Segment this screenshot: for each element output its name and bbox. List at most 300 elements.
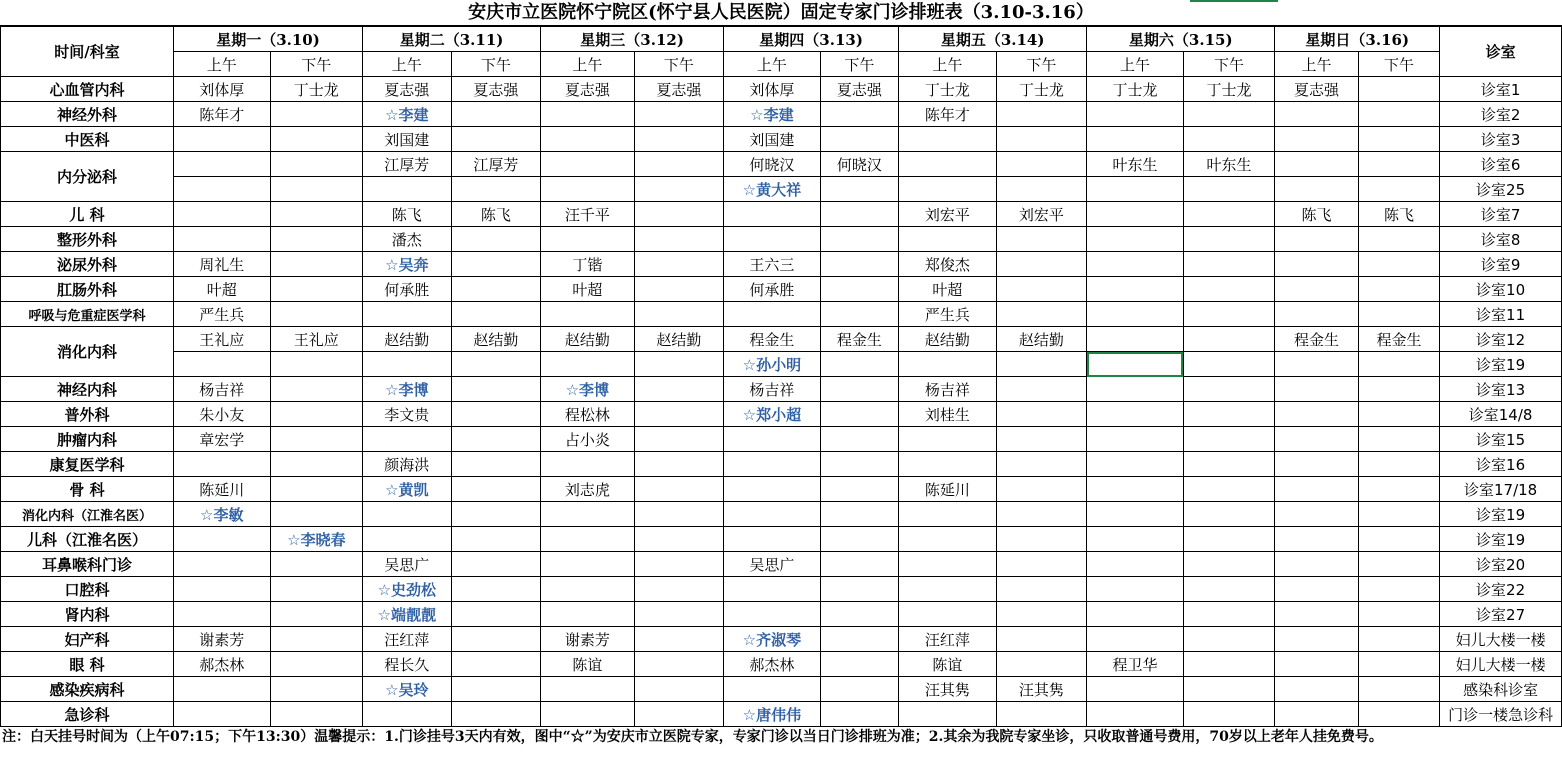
- doctor-cell[interactable]: [996, 377, 1087, 402]
- doctor-cell[interactable]: [270, 302, 363, 327]
- doctor-cell[interactable]: [899, 702, 997, 727]
- doctor-cell[interactable]: 夏志强: [451, 77, 541, 102]
- doctor-cell[interactable]: 郝杰林: [724, 652, 821, 677]
- doctor-cell[interactable]: 汪千平: [541, 202, 635, 227]
- doctor-cell[interactable]: 王六三: [724, 252, 821, 277]
- doctor-cell[interactable]: [541, 527, 635, 552]
- doctor-cell[interactable]: [724, 452, 821, 477]
- doctor-cell[interactable]: [1275, 277, 1358, 302]
- doctor-cell[interactable]: [270, 277, 363, 302]
- department-cell[interactable]: 消化内科: [1, 327, 174, 377]
- doctor-cell[interactable]: [1275, 502, 1358, 527]
- department-cell[interactable]: 骨 科: [1, 477, 174, 502]
- doctor-cell[interactable]: 程金生: [724, 327, 821, 352]
- doctor-cell[interactable]: [173, 702, 270, 727]
- doctor-cell[interactable]: 吴思广: [724, 552, 821, 577]
- room-cell[interactable]: 诊室12: [1440, 327, 1562, 352]
- doctor-cell[interactable]: 程松林: [541, 402, 635, 427]
- department-cell[interactable]: 中医科: [1, 127, 174, 152]
- doctor-cell[interactable]: [1358, 477, 1439, 502]
- doctor-cell[interactable]: [1183, 527, 1275, 552]
- doctor-cell[interactable]: 杨吉祥: [724, 377, 821, 402]
- room-cell[interactable]: 诊室16: [1440, 452, 1562, 477]
- doctor-cell[interactable]: [820, 552, 898, 577]
- doctor-cell[interactable]: 汪其隽: [899, 677, 997, 702]
- doctor-cell[interactable]: 汪其隽: [996, 677, 1087, 702]
- doctor-cell[interactable]: [634, 102, 724, 127]
- doctor-cell[interactable]: 叶超: [899, 277, 997, 302]
- doctor-cell[interactable]: [1275, 127, 1358, 152]
- department-cell[interactable]: 妇产科: [1, 627, 174, 652]
- doctor-cell[interactable]: [1275, 627, 1358, 652]
- doctor-cell[interactable]: 陈年才: [173, 102, 270, 127]
- doctor-cell[interactable]: [363, 302, 452, 327]
- doctor-cell[interactable]: [1275, 102, 1358, 127]
- doctor-cell[interactable]: [996, 427, 1087, 452]
- doctor-cell[interactable]: 赵结勤: [634, 327, 724, 352]
- doctor-cell[interactable]: [820, 477, 898, 502]
- doctor-cell[interactable]: [363, 177, 452, 202]
- doctor-cell[interactable]: [1358, 227, 1439, 252]
- doctor-cell[interactable]: 丁士龙: [1183, 77, 1275, 102]
- doctor-cell[interactable]: [996, 502, 1087, 527]
- doctor-cell[interactable]: [451, 602, 541, 627]
- doctor-cell[interactable]: [820, 252, 898, 277]
- doctor-cell[interactable]: [724, 702, 821, 727]
- doctor-cell[interactable]: 王礼应: [173, 327, 270, 352]
- doctor-cell[interactable]: [996, 127, 1087, 152]
- doctor-cell[interactable]: [1183, 602, 1275, 627]
- doctor-cell[interactable]: 占小炎: [541, 427, 635, 452]
- doctor-cell[interactable]: [363, 527, 452, 552]
- doctor-cell[interactable]: [1358, 602, 1439, 627]
- doctor-cell[interactable]: [541, 677, 635, 702]
- doctor-cell[interactable]: [173, 202, 270, 227]
- doctor-cell[interactable]: [541, 127, 635, 152]
- room-cell[interactable]: 诊室10: [1440, 277, 1562, 302]
- doctor-cell[interactable]: 杨吉祥: [899, 377, 997, 402]
- doctor-cell[interactable]: [451, 227, 541, 252]
- doctor-cell[interactable]: 程金生: [820, 327, 898, 352]
- doctor-cell[interactable]: [1087, 177, 1184, 202]
- doctor-cell[interactable]: [1358, 102, 1439, 127]
- doctor-cell[interactable]: 刘国建: [363, 127, 452, 152]
- doctor-cell[interactable]: [724, 627, 821, 652]
- room-cell[interactable]: 诊室22: [1440, 577, 1562, 602]
- room-cell[interactable]: 诊室19: [1440, 352, 1562, 377]
- doctor-cell[interactable]: [1183, 352, 1275, 377]
- doctor-cell[interactable]: 谢素芳: [541, 627, 635, 652]
- doctor-cell[interactable]: [1275, 402, 1358, 427]
- doctor-cell[interactable]: 江厚芳: [363, 152, 452, 177]
- doctor-cell[interactable]: [451, 352, 541, 377]
- doctor-cell[interactable]: 何晓汉: [724, 152, 821, 177]
- doctor-cell[interactable]: [724, 177, 821, 202]
- doctor-cell[interactable]: [1183, 427, 1275, 452]
- doctor-cell[interactable]: [724, 227, 821, 252]
- doctor-cell[interactable]: [634, 402, 724, 427]
- doctor-cell[interactable]: [996, 402, 1087, 427]
- department-cell[interactable]: 内分泌科: [1, 152, 174, 202]
- doctor-cell[interactable]: [996, 302, 1087, 327]
- doctor-cell[interactable]: [1183, 177, 1275, 202]
- room-cell[interactable]: 诊室14/8: [1440, 402, 1562, 427]
- doctor-cell[interactable]: [1183, 502, 1275, 527]
- doctor-cell[interactable]: [1275, 477, 1358, 502]
- room-cell[interactable]: 诊室9: [1440, 252, 1562, 277]
- doctor-cell[interactable]: 刘志虎: [541, 477, 635, 502]
- doctor-cell[interactable]: [1358, 77, 1439, 102]
- doctor-cell[interactable]: [899, 552, 997, 577]
- doctor-cell[interactable]: [996, 577, 1087, 602]
- doctor-cell[interactable]: [173, 152, 270, 177]
- doctor-cell[interactable]: [820, 352, 898, 377]
- doctor-cell[interactable]: 刘体厚: [724, 77, 821, 102]
- doctor-cell[interactable]: [899, 577, 997, 602]
- doctor-cell[interactable]: [1275, 652, 1358, 677]
- doctor-cell[interactable]: [1358, 677, 1439, 702]
- doctor-cell[interactable]: 严生兵: [173, 302, 270, 327]
- doctor-cell[interactable]: [541, 102, 635, 127]
- doctor-cell[interactable]: [724, 427, 821, 452]
- doctor-cell[interactable]: [1087, 302, 1184, 327]
- doctor-cell[interactable]: [820, 677, 898, 702]
- doctor-cell[interactable]: [1087, 127, 1184, 152]
- doctor-cell[interactable]: [634, 627, 724, 652]
- doctor-cell[interactable]: [899, 127, 997, 152]
- doctor-cell[interactable]: [634, 277, 724, 302]
- doctor-cell[interactable]: 叶超: [173, 277, 270, 302]
- doctor-cell[interactable]: [634, 527, 724, 552]
- doctor-cell[interactable]: [451, 252, 541, 277]
- room-cell[interactable]: 诊室11: [1440, 302, 1562, 327]
- doctor-cell[interactable]: [724, 202, 821, 227]
- doctor-cell[interactable]: [820, 702, 898, 727]
- doctor-cell[interactable]: [173, 602, 270, 627]
- doctor-cell[interactable]: [541, 227, 635, 252]
- doctor-cell[interactable]: [1275, 427, 1358, 452]
- room-cell[interactable]: 妇儿大楼一楼: [1440, 627, 1562, 652]
- doctor-cell[interactable]: 颜海洪: [363, 452, 452, 477]
- doctor-cell[interactable]: [173, 502, 270, 527]
- doctor-cell[interactable]: 程金生: [1358, 327, 1439, 352]
- doctor-cell[interactable]: [899, 177, 997, 202]
- doctor-cell[interactable]: [1183, 327, 1275, 352]
- doctor-cell[interactable]: [270, 677, 363, 702]
- doctor-cell[interactable]: [1087, 627, 1184, 652]
- doctor-cell[interactable]: [270, 452, 363, 477]
- doctor-cell[interactable]: [634, 452, 724, 477]
- doctor-cell[interactable]: [1358, 277, 1439, 302]
- doctor-cell[interactable]: 江厚芳: [451, 152, 541, 177]
- doctor-cell[interactable]: [1358, 127, 1439, 152]
- doctor-cell[interactable]: [270, 427, 363, 452]
- room-cell[interactable]: 妇儿大楼一楼: [1440, 652, 1562, 677]
- department-cell[interactable]: 耳鼻喉科门诊: [1, 552, 174, 577]
- doctor-cell[interactable]: [1087, 502, 1184, 527]
- room-cell[interactable]: 诊室6: [1440, 152, 1562, 177]
- doctor-cell[interactable]: [451, 502, 541, 527]
- doctor-cell[interactable]: [820, 377, 898, 402]
- doctor-cell[interactable]: [1358, 402, 1439, 427]
- doctor-cell[interactable]: [634, 652, 724, 677]
- doctor-cell[interactable]: 郑俊杰: [899, 252, 997, 277]
- doctor-cell[interactable]: [1275, 452, 1358, 477]
- doctor-cell[interactable]: 赵结勤: [541, 327, 635, 352]
- doctor-cell[interactable]: [899, 427, 997, 452]
- doctor-cell[interactable]: [1087, 352, 1184, 377]
- department-cell[interactable]: 呼吸与危重症医学科: [1, 302, 174, 327]
- doctor-cell[interactable]: [363, 352, 452, 377]
- doctor-cell[interactable]: [541, 452, 635, 477]
- doctor-cell[interactable]: [1358, 302, 1439, 327]
- doctor-cell[interactable]: [1183, 202, 1275, 227]
- doctor-cell[interactable]: [173, 127, 270, 152]
- doctor-cell[interactable]: [1087, 677, 1184, 702]
- doctor-cell[interactable]: 何承胜: [724, 277, 821, 302]
- doctor-cell[interactable]: 丁士龙: [1087, 77, 1184, 102]
- doctor-cell[interactable]: [1275, 527, 1358, 552]
- doctor-cell[interactable]: [634, 502, 724, 527]
- doctor-cell[interactable]: [634, 227, 724, 252]
- doctor-cell[interactable]: [820, 527, 898, 552]
- room-cell[interactable]: 诊室3: [1440, 127, 1562, 152]
- doctor-cell[interactable]: [1183, 627, 1275, 652]
- doctor-cell[interactable]: [451, 552, 541, 577]
- doctor-cell[interactable]: [1358, 702, 1439, 727]
- doctor-cell[interactable]: [1087, 702, 1184, 727]
- doctor-cell[interactable]: [899, 352, 997, 377]
- doctor-cell[interactable]: [820, 427, 898, 452]
- doctor-cell[interactable]: 陈飞: [1358, 202, 1439, 227]
- room-cell[interactable]: 诊室7: [1440, 202, 1562, 227]
- doctor-cell[interactable]: [820, 602, 898, 627]
- doctor-cell[interactable]: [173, 527, 270, 552]
- doctor-cell[interactable]: [634, 252, 724, 277]
- department-cell[interactable]: 心血管内科: [1, 77, 174, 102]
- room-cell[interactable]: 诊室2: [1440, 102, 1562, 127]
- doctor-cell[interactable]: [451, 527, 541, 552]
- room-cell[interactable]: 诊室19: [1440, 502, 1562, 527]
- doctor-cell[interactable]: 赵结勤: [996, 327, 1087, 352]
- doctor-cell[interactable]: [1358, 452, 1439, 477]
- doctor-cell[interactable]: 夏志强: [541, 77, 635, 102]
- room-cell[interactable]: 诊室1: [1440, 77, 1562, 102]
- doctor-cell[interactable]: [996, 452, 1087, 477]
- doctor-cell[interactable]: 赵结勤: [363, 327, 452, 352]
- doctor-cell[interactable]: [724, 677, 821, 702]
- doctor-cell[interactable]: [1275, 252, 1358, 277]
- doctor-cell[interactable]: [541, 502, 635, 527]
- doctor-cell[interactable]: [899, 152, 997, 177]
- department-cell[interactable]: 神经外科: [1, 102, 174, 127]
- department-cell[interactable]: 口腔科: [1, 577, 174, 602]
- doctor-cell[interactable]: 汪红萍: [899, 627, 997, 652]
- doctor-cell[interactable]: 章宏学: [173, 427, 270, 452]
- doctor-cell[interactable]: 杨吉祥: [173, 377, 270, 402]
- doctor-cell[interactable]: [996, 627, 1087, 652]
- doctor-cell[interactable]: 陈飞: [1275, 202, 1358, 227]
- department-cell[interactable]: 整形外科: [1, 227, 174, 252]
- doctor-cell[interactable]: [1087, 327, 1184, 352]
- doctor-cell[interactable]: [820, 227, 898, 252]
- doctor-cell[interactable]: [899, 527, 997, 552]
- doctor-cell[interactable]: [820, 177, 898, 202]
- doctor-cell[interactable]: [996, 352, 1087, 377]
- doctor-cell[interactable]: [996, 252, 1087, 277]
- doctor-cell[interactable]: [451, 477, 541, 502]
- doctor-cell[interactable]: [451, 652, 541, 677]
- doctor-cell[interactable]: [1358, 502, 1439, 527]
- doctor-cell[interactable]: [634, 302, 724, 327]
- doctor-cell[interactable]: [270, 177, 363, 202]
- room-cell[interactable]: 诊室27: [1440, 602, 1562, 627]
- doctor-cell[interactable]: 吴思广: [363, 552, 452, 577]
- doctor-cell[interactable]: [1183, 127, 1275, 152]
- doctor-cell[interactable]: 丁士龙: [996, 77, 1087, 102]
- doctor-cell[interactable]: [820, 652, 898, 677]
- doctor-cell[interactable]: [1275, 302, 1358, 327]
- doctor-cell[interactable]: [451, 677, 541, 702]
- doctor-cell[interactable]: [173, 577, 270, 602]
- doctor-cell[interactable]: [1087, 552, 1184, 577]
- department-cell[interactable]: 神经内科: [1, 377, 174, 402]
- doctor-cell[interactable]: [451, 277, 541, 302]
- doctor-cell[interactable]: 叶东生: [1183, 152, 1275, 177]
- doctor-cell[interactable]: [724, 477, 821, 502]
- doctor-cell[interactable]: [1183, 677, 1275, 702]
- doctor-cell[interactable]: [634, 602, 724, 627]
- room-cell[interactable]: 诊室19: [1440, 527, 1562, 552]
- doctor-cell[interactable]: [1275, 602, 1358, 627]
- doctor-cell[interactable]: [1087, 452, 1184, 477]
- doctor-cell[interactable]: [451, 577, 541, 602]
- doctor-cell[interactable]: [1358, 552, 1439, 577]
- doctor-cell[interactable]: [1087, 427, 1184, 452]
- doctor-cell[interactable]: [1183, 577, 1275, 602]
- doctor-cell[interactable]: [270, 652, 363, 677]
- doctor-cell[interactable]: [996, 477, 1087, 502]
- department-cell[interactable]: 感染疾病科: [1, 677, 174, 702]
- doctor-cell[interactable]: [634, 152, 724, 177]
- doctor-cell[interactable]: [996, 552, 1087, 577]
- doctor-cell[interactable]: 陈谊: [541, 652, 635, 677]
- doctor-cell[interactable]: 赵结勤: [899, 327, 997, 352]
- doctor-cell[interactable]: [996, 652, 1087, 677]
- doctor-cell[interactable]: [634, 352, 724, 377]
- doctor-cell[interactable]: [270, 152, 363, 177]
- doctor-cell[interactable]: [996, 277, 1087, 302]
- doctor-cell[interactable]: [270, 552, 363, 577]
- doctor-cell[interactable]: [1183, 302, 1275, 327]
- doctor-cell[interactable]: 周礼生: [173, 252, 270, 277]
- doctor-cell[interactable]: [541, 577, 635, 602]
- doctor-cell[interactable]: [1358, 252, 1439, 277]
- doctor-cell[interactable]: 陈飞: [451, 202, 541, 227]
- doctor-cell[interactable]: 丁士龙: [270, 77, 363, 102]
- doctor-cell[interactable]: [1087, 402, 1184, 427]
- doctor-cell[interactable]: 丁锴: [541, 252, 635, 277]
- doctor-cell[interactable]: [634, 552, 724, 577]
- doctor-cell[interactable]: [724, 502, 821, 527]
- doctor-cell[interactable]: [270, 102, 363, 127]
- room-cell[interactable]: 门诊一楼急诊科: [1440, 702, 1562, 727]
- doctor-cell[interactable]: [820, 577, 898, 602]
- doctor-cell[interactable]: [270, 377, 363, 402]
- department-cell[interactable]: 眼 科: [1, 652, 174, 677]
- doctor-cell[interactable]: [541, 152, 635, 177]
- doctor-cell[interactable]: 潘杰: [363, 227, 452, 252]
- doctor-cell[interactable]: [1358, 577, 1439, 602]
- doctor-cell[interactable]: [1275, 177, 1358, 202]
- department-cell[interactable]: 消化内科（江淮名医）: [1, 502, 174, 527]
- doctor-cell[interactable]: [899, 502, 997, 527]
- doctor-cell[interactable]: [270, 602, 363, 627]
- doctor-cell[interactable]: [363, 252, 452, 277]
- doctor-cell[interactable]: [1183, 652, 1275, 677]
- doctor-cell[interactable]: [996, 177, 1087, 202]
- doctor-cell[interactable]: [899, 452, 997, 477]
- doctor-cell[interactable]: [1275, 677, 1358, 702]
- doctor-cell[interactable]: 李文贵: [363, 402, 452, 427]
- doctor-cell[interactable]: [270, 352, 363, 377]
- doctor-cell[interactable]: [451, 102, 541, 127]
- doctor-cell[interactable]: [1087, 527, 1184, 552]
- doctor-cell[interactable]: [1275, 352, 1358, 377]
- doctor-cell[interactable]: [634, 427, 724, 452]
- doctor-cell[interactable]: 程卫华: [1087, 652, 1184, 677]
- doctor-cell[interactable]: [363, 477, 452, 502]
- department-cell[interactable]: 普外科: [1, 402, 174, 427]
- doctor-cell[interactable]: [996, 152, 1087, 177]
- doctor-cell[interactable]: 丁士龙: [899, 77, 997, 102]
- doctor-cell[interactable]: [634, 377, 724, 402]
- room-cell[interactable]: 诊室25: [1440, 177, 1562, 202]
- doctor-cell[interactable]: [1275, 577, 1358, 602]
- doctor-cell[interactable]: 程长久: [363, 652, 452, 677]
- doctor-cell[interactable]: [541, 602, 635, 627]
- department-cell[interactable]: 急诊科: [1, 702, 174, 727]
- doctor-cell[interactable]: [173, 227, 270, 252]
- room-cell[interactable]: 诊室17/18: [1440, 477, 1562, 502]
- doctor-cell[interactable]: 陈年才: [899, 102, 997, 127]
- doctor-cell[interactable]: [451, 302, 541, 327]
- doctor-cell[interactable]: [1183, 227, 1275, 252]
- doctor-cell[interactable]: [724, 302, 821, 327]
- doctor-cell[interactable]: [634, 202, 724, 227]
- doctor-cell[interactable]: [270, 202, 363, 227]
- doctor-cell[interactable]: [270, 402, 363, 427]
- department-cell[interactable]: 肿瘤内科: [1, 427, 174, 452]
- doctor-cell[interactable]: [173, 552, 270, 577]
- doctor-cell[interactable]: [724, 577, 821, 602]
- doctor-cell[interactable]: [820, 277, 898, 302]
- doctor-cell[interactable]: 严生兵: [899, 302, 997, 327]
- doctor-cell[interactable]: [820, 402, 898, 427]
- doctor-cell[interactable]: 夏志强: [1275, 77, 1358, 102]
- doctor-cell[interactable]: [451, 377, 541, 402]
- doctor-cell[interactable]: 叶东生: [1087, 152, 1184, 177]
- doctor-cell[interactable]: 何承胜: [363, 277, 452, 302]
- doctor-cell[interactable]: [1087, 377, 1184, 402]
- department-cell[interactable]: 肛肠外科: [1, 277, 174, 302]
- doctor-cell[interactable]: [996, 602, 1087, 627]
- doctor-cell[interactable]: [541, 552, 635, 577]
- doctor-cell[interactable]: 谢素芳: [173, 627, 270, 652]
- doctor-cell[interactable]: [451, 627, 541, 652]
- doctor-cell[interactable]: [820, 502, 898, 527]
- doctor-cell[interactable]: [1358, 627, 1439, 652]
